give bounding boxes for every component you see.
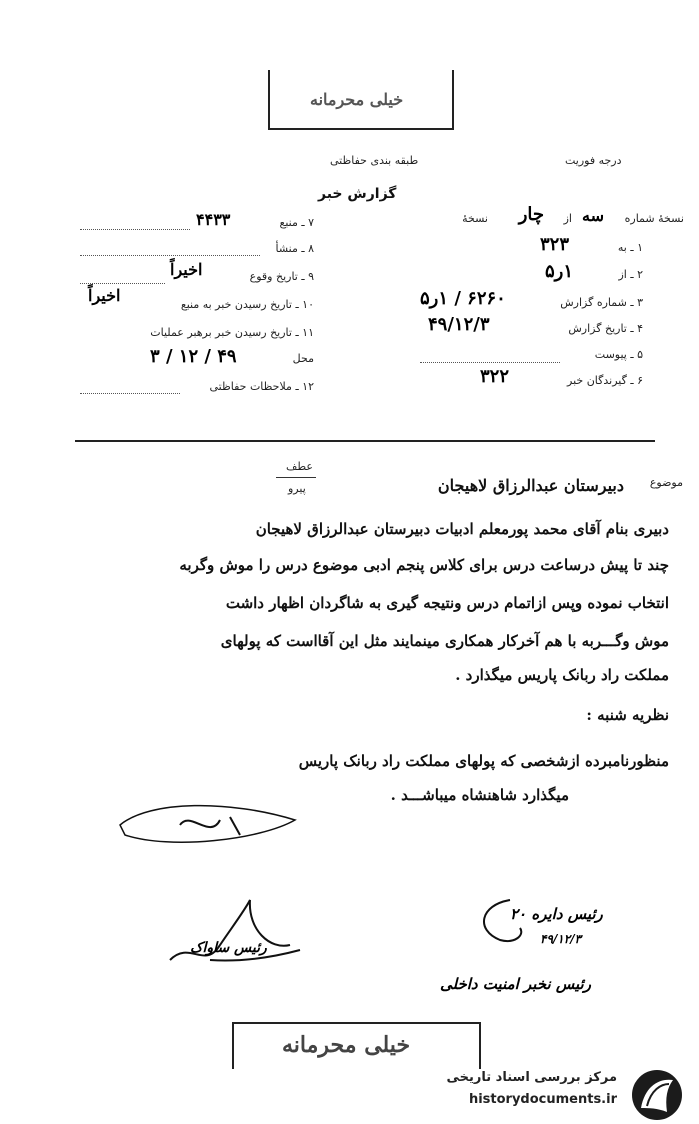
to-value: ۳۲۳ [540, 234, 570, 255]
opinion-label: نظریه شنبه : [586, 706, 669, 724]
copy-number: سه [582, 206, 604, 225]
watermark-logo-icon [627, 1068, 687, 1122]
report-number-value: ۶۲۶۰ / ۱ر۵ [420, 288, 506, 309]
signature-right-date: ۴۹/۱۲/۳ [540, 932, 581, 946]
top-stamp-text: خیلی محرمانه [310, 90, 404, 109]
from-label: ۲ ـ از [618, 268, 643, 281]
recipients-label: ۶ ـ گیرندگان خبر [567, 374, 643, 387]
watermark [420, 1066, 695, 1124]
signature-left [150, 890, 310, 980]
origin-dotted-line [80, 255, 260, 256]
watermark-site: historydocuments.ir [468, 1092, 617, 1107]
copy-number-row [430, 204, 684, 230]
signature-left-text: رئیس ساواک [190, 940, 267, 956]
copy-unit: نسخهٔ [462, 212, 488, 225]
source-label: ۷ ـ منبع [279, 216, 314, 229]
top-classification-stamp [268, 70, 454, 130]
attachment-label: ۵ ـ پیوست [594, 348, 643, 361]
occurrence-label: ۹ ـ تاریخ وقوع [249, 270, 314, 283]
body-line-3: انتخاب نموده وپس ازاتمام درس ونتیجه گیری به شاگردان اظهار داشت [225, 594, 669, 612]
report-number-label: ۳ ـ شماره گزارش [560, 296, 643, 309]
signature-right-text-2: رئیس نخبر امنیت داخلی [440, 975, 591, 993]
place-label: محل [292, 352, 314, 365]
attachment-dotted-line [420, 362, 560, 363]
from-value: ۱ر۵ [545, 261, 574, 282]
urgency-label: درجه فوریت [565, 154, 622, 167]
occurrence-value: اخیراً [170, 260, 203, 279]
received-ops-label: ۱۱ ـ تاریخ رسیدن خبر برهبر عملیات [150, 326, 314, 339]
page-title: گزارش خبر [318, 186, 397, 202]
remarks-dotted-line [80, 393, 180, 394]
body-line-2: چند تا پیش درساعت درس برای کلاس پنجم ادبی موضوع درس را موش وگربه [179, 556, 669, 574]
origin-label: ۸ ـ منشأ [275, 242, 314, 255]
received-source-label: ۱۰ ـ تاریخ رسیدن خبر به منبع [180, 298, 314, 311]
signature-right-text-1: رئیس دایره ۲۰ [510, 905, 603, 923]
body-line-4: موش وگـــربه با هم آخرکار همکاری مینمایند مثل این آقااست که پولهای [220, 632, 669, 650]
received-source-value: اخیراً [88, 286, 121, 305]
remarks-label: ۱۲ ـ ملاحظات حفاظتی [209, 380, 314, 393]
copy-label: نسخهٔ شماره [624, 212, 684, 225]
body-line-5: مملکت راد ربانک پاریس میگذارد . [455, 666, 669, 684]
subject-label: موضوع [649, 476, 683, 489]
opinion-line-1: منظورنامبرده ازشخصی که پولهای مملکت راد ربانک پاریس [298, 752, 669, 770]
classification-label: طبقه بندی حفاظتی [330, 154, 419, 167]
report-date-label: ۴ ـ تاریخ گزارش [568, 322, 643, 335]
occurrence-dotted-line [80, 283, 165, 284]
copy-of: از [563, 212, 572, 225]
signature-middle [110, 795, 310, 855]
place-value: ۴۹ / ۱۲ / ۳ [150, 346, 237, 367]
reference-peyro-label: پیرو [288, 482, 306, 495]
opinion-line-2: میگذارد شاهنشاه میباشـــد . [390, 786, 569, 804]
header-separator [75, 440, 655, 442]
report-date-value: ۴۹/۱۲/۳ [428, 314, 490, 335]
bottom-classification-stamp [232, 1022, 481, 1069]
watermark-org: مرکز بررسی اسناد تاریخی [446, 1070, 617, 1085]
body-line-1: دبیری بنام آقای محمد پورمعلم ادبیات دبیرستان عبدالرزاق لاهیجان [255, 520, 669, 538]
to-label: ۱ ـ به [617, 241, 643, 254]
bottom-stamp-text: خیلی محرمانه [282, 1032, 411, 1058]
copy-total: چار [518, 204, 544, 225]
source-value: ۴۴۳۳ [196, 210, 231, 229]
reference-divider [276, 477, 316, 478]
recipients-value: ۳۲۲ [480, 366, 510, 387]
reference-atf-label: عطف [286, 460, 313, 473]
source-dotted-line [80, 229, 190, 230]
subject-value: دبیرستان عبدالرزاق لاهیجان [437, 476, 624, 495]
